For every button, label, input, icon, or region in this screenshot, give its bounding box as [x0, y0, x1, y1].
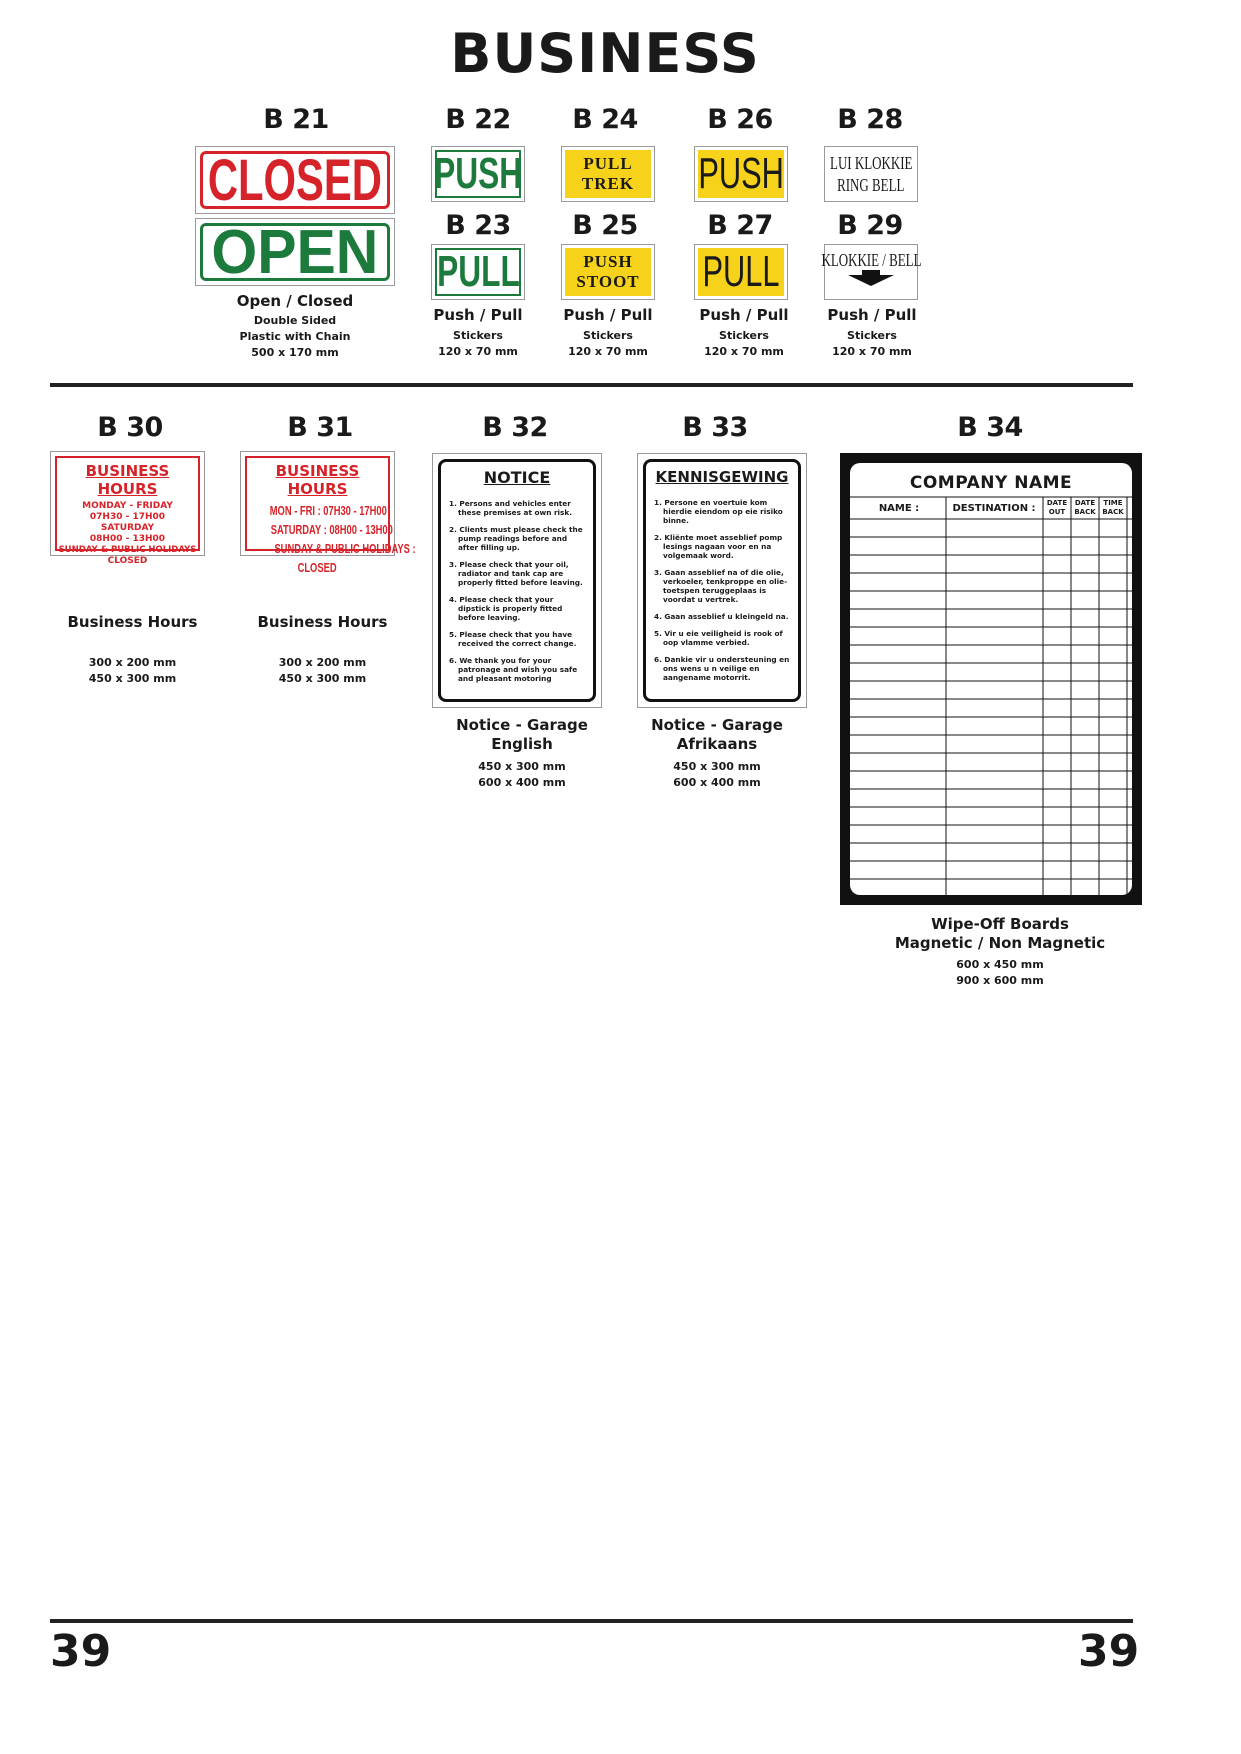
- product-size-b33-1: 450 x 300 mm: [673, 760, 761, 773]
- sign-push-stoot: [561, 244, 655, 300]
- sign-ring-bell: [824, 146, 918, 202]
- sign-push-yellow-text: PUSH: [698, 149, 784, 198]
- product-name-b27: Push / Pull: [699, 306, 789, 324]
- product-size-b30-2: 450 x 300 mm: [88, 672, 177, 685]
- product-size-b32-2: 600 x 400 mm: [478, 776, 566, 789]
- notice-afrikaans-item: 3. Gaan asseblief na of die olie, verkoeler, tenkproppe en olie-toetspen teruggeplaas is voordat u vertrek.: [654, 568, 788, 604]
- product-code-b25: B 25: [572, 210, 638, 241]
- product-code-b24: B 24: [572, 104, 638, 135]
- business-hours-2-line: SUNDAY & PUBLIC HOLIDAYS :: [274, 541, 416, 556]
- product-code-b21: B 21: [263, 104, 329, 135]
- business-hours-1-heading: BUSINESS HOURS: [85, 462, 170, 498]
- notice-english-item: 5. Please check that you have received the correct change.: [449, 630, 577, 648]
- sign-klokkie-bell: [820, 244, 922, 300]
- business-hours-2-heading: BUSINESS HOURS: [275, 462, 360, 498]
- product-code-b23: B 23: [445, 210, 511, 241]
- wipe-off-board: [840, 453, 1142, 905]
- product-size-b34-1: 600 x 450 mm: [956, 958, 1044, 971]
- product-code-b29: B 29: [837, 210, 903, 241]
- board-col-time-back: TIME BACK: [1102, 499, 1124, 516]
- product-name-b25: Push / Pull: [563, 306, 653, 324]
- notice-english-item: 2. Clients must please check the pump readings before and after filling up.: [449, 525, 583, 552]
- product-code-b31: B 31: [287, 412, 353, 443]
- product-size-b29: 120 x 70 mm: [832, 345, 912, 358]
- notice-english-heading: NOTICE: [483, 468, 551, 487]
- product-code-b34: B 34: [957, 412, 1023, 443]
- notice-english-item: 6. We thank you for your patronage and wish you safe and pleasant motoring: [449, 656, 578, 683]
- sign-pull-trek: [561, 146, 655, 202]
- business-hours-1-line: SATURDAY: [100, 523, 155, 533]
- sign-business-hours-1: [50, 451, 205, 566]
- product-size-b32-1: 450 x 300 mm: [478, 760, 566, 773]
- business-hours-1-line: 07H30 - 17H00: [89, 512, 166, 522]
- product-detail-b21-2: Plastic with Chain: [239, 330, 351, 343]
- page-title: BUSINESS: [450, 22, 760, 85]
- sign-klokkie-bell-text: KLOKKIE / BELL: [820, 250, 922, 270]
- sign-pull-trek-line1: PULL: [583, 154, 633, 173]
- notice-afrikaans-item: 5. Vir u eie veiligheid is rook of oop vlamme verbied.: [654, 629, 783, 647]
- product-size-b31-2: 450 x 300 mm: [278, 672, 367, 685]
- product-size-b21: 500 x 170 mm: [251, 346, 339, 359]
- sign-pull-trek-line2: TREK: [581, 174, 635, 193]
- page-number-right: 39: [1078, 1626, 1140, 1677]
- sign-push-stoot-line2: STOOT: [576, 272, 640, 291]
- product-name-b34-2: Magnetic / Non Magnetic: [894, 934, 1106, 952]
- business-hours-2-line: SATURDAY : 08H00 - 13H00: [270, 522, 393, 537]
- section-divider: [50, 383, 1133, 387]
- board-col-date-out: DATE OUT: [1046, 499, 1068, 516]
- sign-notice-english: [432, 453, 602, 708]
- sign-closed-text: CLOSED: [207, 147, 383, 213]
- product-code-b26: B 26: [707, 104, 773, 135]
- board-col-destination: DESTINATION :: [952, 503, 1036, 514]
- sign-pull-green: [431, 244, 525, 300]
- business-hours-1-line: 08H00 - 13H00: [89, 534, 166, 544]
- sign-pull-green-text: PULL: [436, 247, 520, 296]
- sign-ring-bell-line2: RING BELL: [837, 175, 905, 195]
- notice-english-item: 3. Please check that your oil, radiator and tank cap are properly fitted before leaving.: [449, 560, 583, 587]
- sign-push-green: [431, 146, 525, 202]
- notice-english-item: 1. Persons and vehicles enter these premises at own risk.: [449, 499, 573, 517]
- product-name-b32-1: Notice - Garage: [456, 716, 588, 734]
- sign-open: [195, 218, 395, 286]
- product-code-b28: B 28: [837, 104, 903, 135]
- sign-notice-afrikaans: [637, 453, 807, 708]
- product-name-b30: Business Hours: [67, 613, 198, 631]
- business-hours-1-line: CLOSED: [107, 556, 148, 566]
- product-size-b31-1: 300 x 200 mm: [278, 656, 367, 669]
- product-name-b21: Open / Closed: [236, 292, 354, 310]
- product-detail-b27: Stickers: [719, 329, 769, 342]
- product-detail-b25: Stickers: [583, 329, 633, 342]
- product-code-b33: B 33: [682, 412, 748, 443]
- product-name-b33-1: Notice - Garage: [651, 716, 783, 734]
- product-size-b30-1: 300 x 200 mm: [88, 656, 177, 669]
- product-name-b33-2: Afrikaans: [676, 735, 758, 753]
- notice-afrikaans-item: 1. Persone en voertuie kom hierdie eiendom op eie risiko binne.: [654, 498, 783, 525]
- sign-closed: [195, 146, 395, 214]
- board-col-date-back: DATE BACK: [1074, 499, 1096, 516]
- sign-push-stoot-line1: PUSH: [583, 252, 633, 271]
- sign-ring-bell-line1: LUI KLOKKIE: [829, 153, 913, 173]
- notice-afrikaans-heading: KENNISGEWING: [655, 468, 789, 486]
- board-grid: [850, 463, 1132, 895]
- arrow-down-icon: [848, 270, 894, 286]
- board-col-name: NAME :: [878, 503, 920, 514]
- product-name-b32-2: English: [491, 735, 553, 753]
- sign-push-yellow: [694, 146, 788, 202]
- product-size-b27: 120 x 70 mm: [704, 345, 784, 358]
- business-hours-2-line: CLOSED: [297, 560, 337, 575]
- product-code-b30: B 30: [97, 412, 163, 443]
- product-name-b34-1: Wipe-Off Boards: [931, 915, 1069, 933]
- product-size-b34-2: 900 x 600 mm: [956, 974, 1044, 987]
- business-hours-1-line: MONDAY - FRIDAY: [82, 501, 173, 511]
- notice-afrikaans-item: 2. Kliënte moet asseblief pomp lesings nagaan voor en na volgemaak word.: [654, 533, 783, 560]
- product-code-b22: B 22: [445, 104, 511, 135]
- product-size-b23: 120 x 70 mm: [438, 345, 518, 358]
- product-detail-b21-1: Double Sided: [253, 314, 337, 327]
- business-hours-1-line: SUNDAY & PUBLIC HOLIDAYS: [58, 545, 197, 555]
- sign-pull-yellow: [694, 244, 788, 300]
- product-name-b31: Business Hours: [257, 613, 388, 631]
- product-detail-b29: Stickers: [847, 329, 897, 342]
- sign-pull-yellow-text: PULL: [702, 247, 780, 296]
- product-code-b32: B 32: [482, 412, 548, 443]
- sign-open-text: OPEN: [211, 217, 379, 287]
- product-size-b25: 120 x 70 mm: [568, 345, 648, 358]
- product-detail-b23: Stickers: [453, 329, 503, 342]
- notice-afrikaans-item: 4. Gaan asseblief u kleingeld na.: [654, 612, 789, 621]
- board-heading: COMPANY NAME: [909, 473, 1073, 493]
- product-code-b27: B 27: [707, 210, 773, 241]
- business-hours-2-line: MON - FRI : 07H30 - 17H00: [269, 503, 387, 518]
- footer-divider: [50, 1619, 1133, 1623]
- notice-afrikaans-item: 6. Dankie vir u ondersteuning en ons wens u n veilige en aangename motorrit.: [654, 655, 790, 682]
- sign-push-green-text: PUSH: [433, 149, 523, 198]
- product-name-b29: Push / Pull: [827, 306, 917, 324]
- product-size-b33-2: 600 x 400 mm: [673, 776, 761, 789]
- product-name-b23: Push / Pull: [433, 306, 523, 324]
- sign-business-hours-2: [240, 451, 416, 575]
- notice-english-item: 4. Please check that your dipstick is properly fitted before leaving.: [449, 595, 563, 622]
- page-number-left: 39: [50, 1626, 112, 1677]
